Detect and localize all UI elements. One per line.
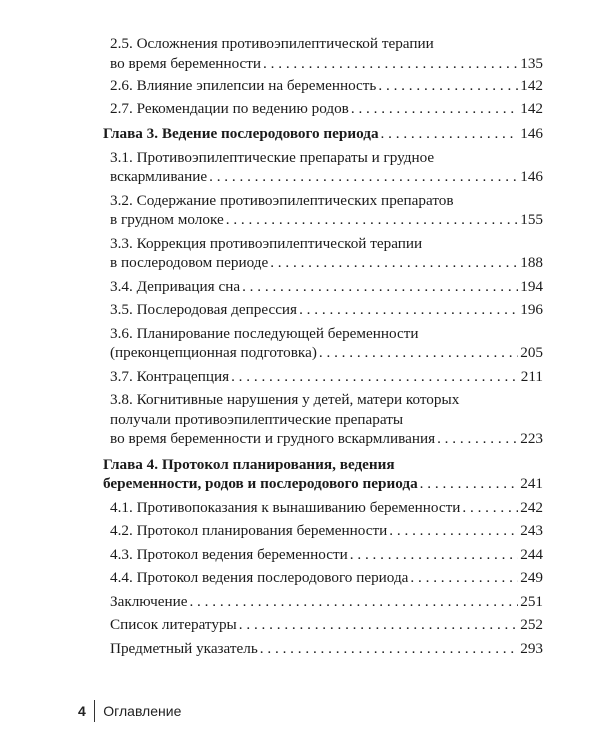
toc-chapter-entry	[103, 455, 543, 494]
toc-entry-title-line: 2.7. Рекомендации по ведению родов	[110, 99, 349, 117]
toc-entry	[103, 639, 543, 659]
toc-entry-title-line: 2.5. Осложнения противоэпилептической терапии	[110, 35, 434, 52]
toc-entry	[103, 615, 543, 635]
toc-entry-title-line: 4.3. Протокол ведения беременности	[110, 545, 348, 563]
toc-page-number: 251	[520, 592, 543, 610]
dot-leader	[410, 568, 518, 588]
toc-entry-title-lines	[110, 390, 543, 429]
toc-entry-last-line	[110, 592, 543, 612]
toc-entry-last-line	[110, 54, 543, 74]
toc-entry	[103, 148, 543, 187]
toc-entry-title-line: Заключение	[110, 592, 188, 610]
dot-leader	[350, 545, 518, 565]
dot-leader	[437, 429, 518, 449]
toc-entry	[103, 191, 543, 230]
toc-page-number: 196	[520, 301, 543, 318]
toc-entry-last-line	[103, 124, 543, 144]
dot-leader	[231, 367, 519, 387]
toc-entry	[103, 521, 543, 541]
toc-entry-title-line: в послеродовом периоде	[110, 254, 269, 271]
toc-entry-title-lines	[110, 148, 543, 168]
toc-entry-last-line	[110, 429, 543, 449]
footer-divider	[94, 700, 96, 722]
toc-entry-title-line: вскармливание	[110, 168, 208, 185]
toc-entry-title-line: 4.1. Противопоказания к вынашиванию беременности	[110, 498, 461, 516]
dot-leader	[209, 167, 518, 187]
toc-entry-title-line: Список литературы	[110, 616, 237, 633]
toc-page-number: 188	[520, 254, 543, 271]
toc-entry-last-line	[110, 277, 543, 297]
toc-entry-title-line: во время беременности и грудного вскармливания	[110, 430, 436, 447]
dot-leader	[263, 54, 518, 74]
toc-entry-title-line: 4.2. Протокол планирования беременности	[110, 522, 388, 539]
toc-entry	[103, 76, 543, 96]
toc-entry-title-lines	[110, 191, 543, 211]
toc-page-number: 135	[520, 54, 543, 72]
toc-page-number: 146	[520, 168, 543, 185]
toc-page-number: 244	[520, 545, 543, 563]
toc-page-number: 146	[520, 125, 543, 142]
dot-leader	[381, 124, 519, 144]
toc-entry-title-line: 3.3. Коррекция противоэпилептической терапии	[110, 234, 423, 252]
toc-entry-last-line	[110, 343, 543, 363]
dot-leader	[299, 300, 518, 320]
running-title: Оглавление	[103, 703, 182, 719]
toc-page-number: 142	[520, 77, 543, 94]
dot-leader	[351, 99, 518, 119]
toc-entry-last-line	[110, 253, 543, 273]
toc-entry-title-line: 2.6. Влияние эпилепсии на беременность	[110, 77, 377, 94]
dot-leader	[270, 253, 518, 273]
toc-page-number: 252	[520, 616, 543, 633]
page-footer	[78, 700, 181, 722]
dot-leader	[462, 498, 518, 518]
toc-entry	[103, 99, 543, 119]
toc-page-number: 293	[520, 639, 543, 657]
toc-entry-title-line: 3.5. Послеродовая депрессия	[110, 301, 298, 318]
toc-entry-last-line	[110, 521, 543, 541]
toc-entry-last-line	[110, 615, 543, 635]
toc-entry	[103, 300, 543, 320]
toc-entry-title-lines	[110, 324, 543, 344]
toc-entry-title-line: получали противоэпилептические препараты	[110, 410, 404, 428]
toc-entry	[103, 545, 543, 565]
toc-entry	[103, 34, 543, 73]
toc-entry-last-line	[110, 367, 543, 387]
toc-entry-title-line: в грудном молоке	[110, 211, 224, 228]
toc-entry-last-line	[110, 568, 543, 588]
toc-page-number: 242	[520, 498, 543, 516]
toc-page-number: 249	[520, 569, 543, 586]
toc-entry-last-line	[110, 99, 543, 119]
dot-leader	[239, 615, 518, 635]
toc-page-number: 243	[520, 522, 543, 539]
toc-entry-title-lines	[110, 234, 543, 254]
toc-page-number: 223	[520, 430, 543, 447]
toc-page-number: 241	[520, 475, 543, 492]
toc-entry-last-line	[103, 474, 543, 494]
toc-page-number: 194	[520, 277, 543, 295]
toc-entry-title-line: Глава 4. Протокол планирования, ведения	[103, 455, 395, 473]
toc-entry-last-line	[110, 498, 543, 518]
toc-page-number: 205	[520, 344, 543, 361]
toc-page-number: 142	[520, 99, 543, 117]
toc-entry-title-line: Предметный указатель	[110, 639, 258, 657]
toc-entry	[103, 498, 543, 518]
page-number: 4	[78, 703, 86, 719]
dot-leader	[260, 639, 518, 659]
dot-leader	[378, 76, 518, 96]
dot-leader	[242, 277, 518, 297]
dot-leader	[226, 210, 519, 230]
toc-entry	[103, 277, 543, 297]
toc-page-number: 211	[520, 367, 543, 385]
toc-entry	[103, 390, 543, 449]
toc-entry-title-line: (преконцепционная подготовка)	[110, 344, 317, 361]
dot-leader	[389, 521, 518, 541]
toc-entry-last-line	[110, 300, 543, 320]
toc-entry-title-lines	[110, 34, 543, 54]
toc-entry-title-line: 3.8. Когнитивные нарушения у детей, матери которых	[110, 391, 460, 408]
toc-entry-title-line: 3.7. Контрацепция	[110, 367, 230, 385]
toc-entry-title-line: 3.4. Депривация сна	[110, 277, 241, 295]
toc-chapter-entry	[103, 124, 543, 144]
toc-entry	[103, 568, 543, 588]
toc-entry-last-line	[110, 545, 543, 565]
toc-entry	[103, 324, 543, 363]
toc-entry-title-line: Глава 3. Ведение послеродового периода	[103, 125, 379, 142]
toc-entry-title-line: во время беременности	[110, 54, 262, 72]
toc-entry	[103, 234, 543, 273]
toc-entry	[103, 592, 543, 612]
toc-entry-title-line: 3.6. Планирование последующей беременности	[110, 324, 419, 342]
dot-leader	[319, 343, 518, 363]
table-of-contents	[103, 34, 543, 658]
toc-entry-last-line	[110, 167, 543, 187]
toc-entry-title-line: 3.2. Содержание противоэпилептических препаратов	[110, 191, 454, 209]
toc-entry-title-line: 3.1. Противоэпилептические препараты и грудное	[110, 148, 435, 166]
toc-entry-last-line	[110, 639, 543, 659]
toc-entry-last-line	[110, 210, 543, 230]
dot-leader	[420, 474, 519, 494]
toc-entry-title-lines	[103, 455, 543, 475]
toc-entry-title-line: беременности, родов и послеродового периода	[103, 475, 418, 492]
toc-entry-title-line: 4.4. Протокол ведения послеродового периода	[110, 569, 409, 586]
toc-entry	[103, 367, 543, 387]
toc-page-number: 155	[520, 211, 543, 228]
dot-leader	[189, 592, 518, 612]
toc-entry-last-line	[110, 76, 543, 96]
